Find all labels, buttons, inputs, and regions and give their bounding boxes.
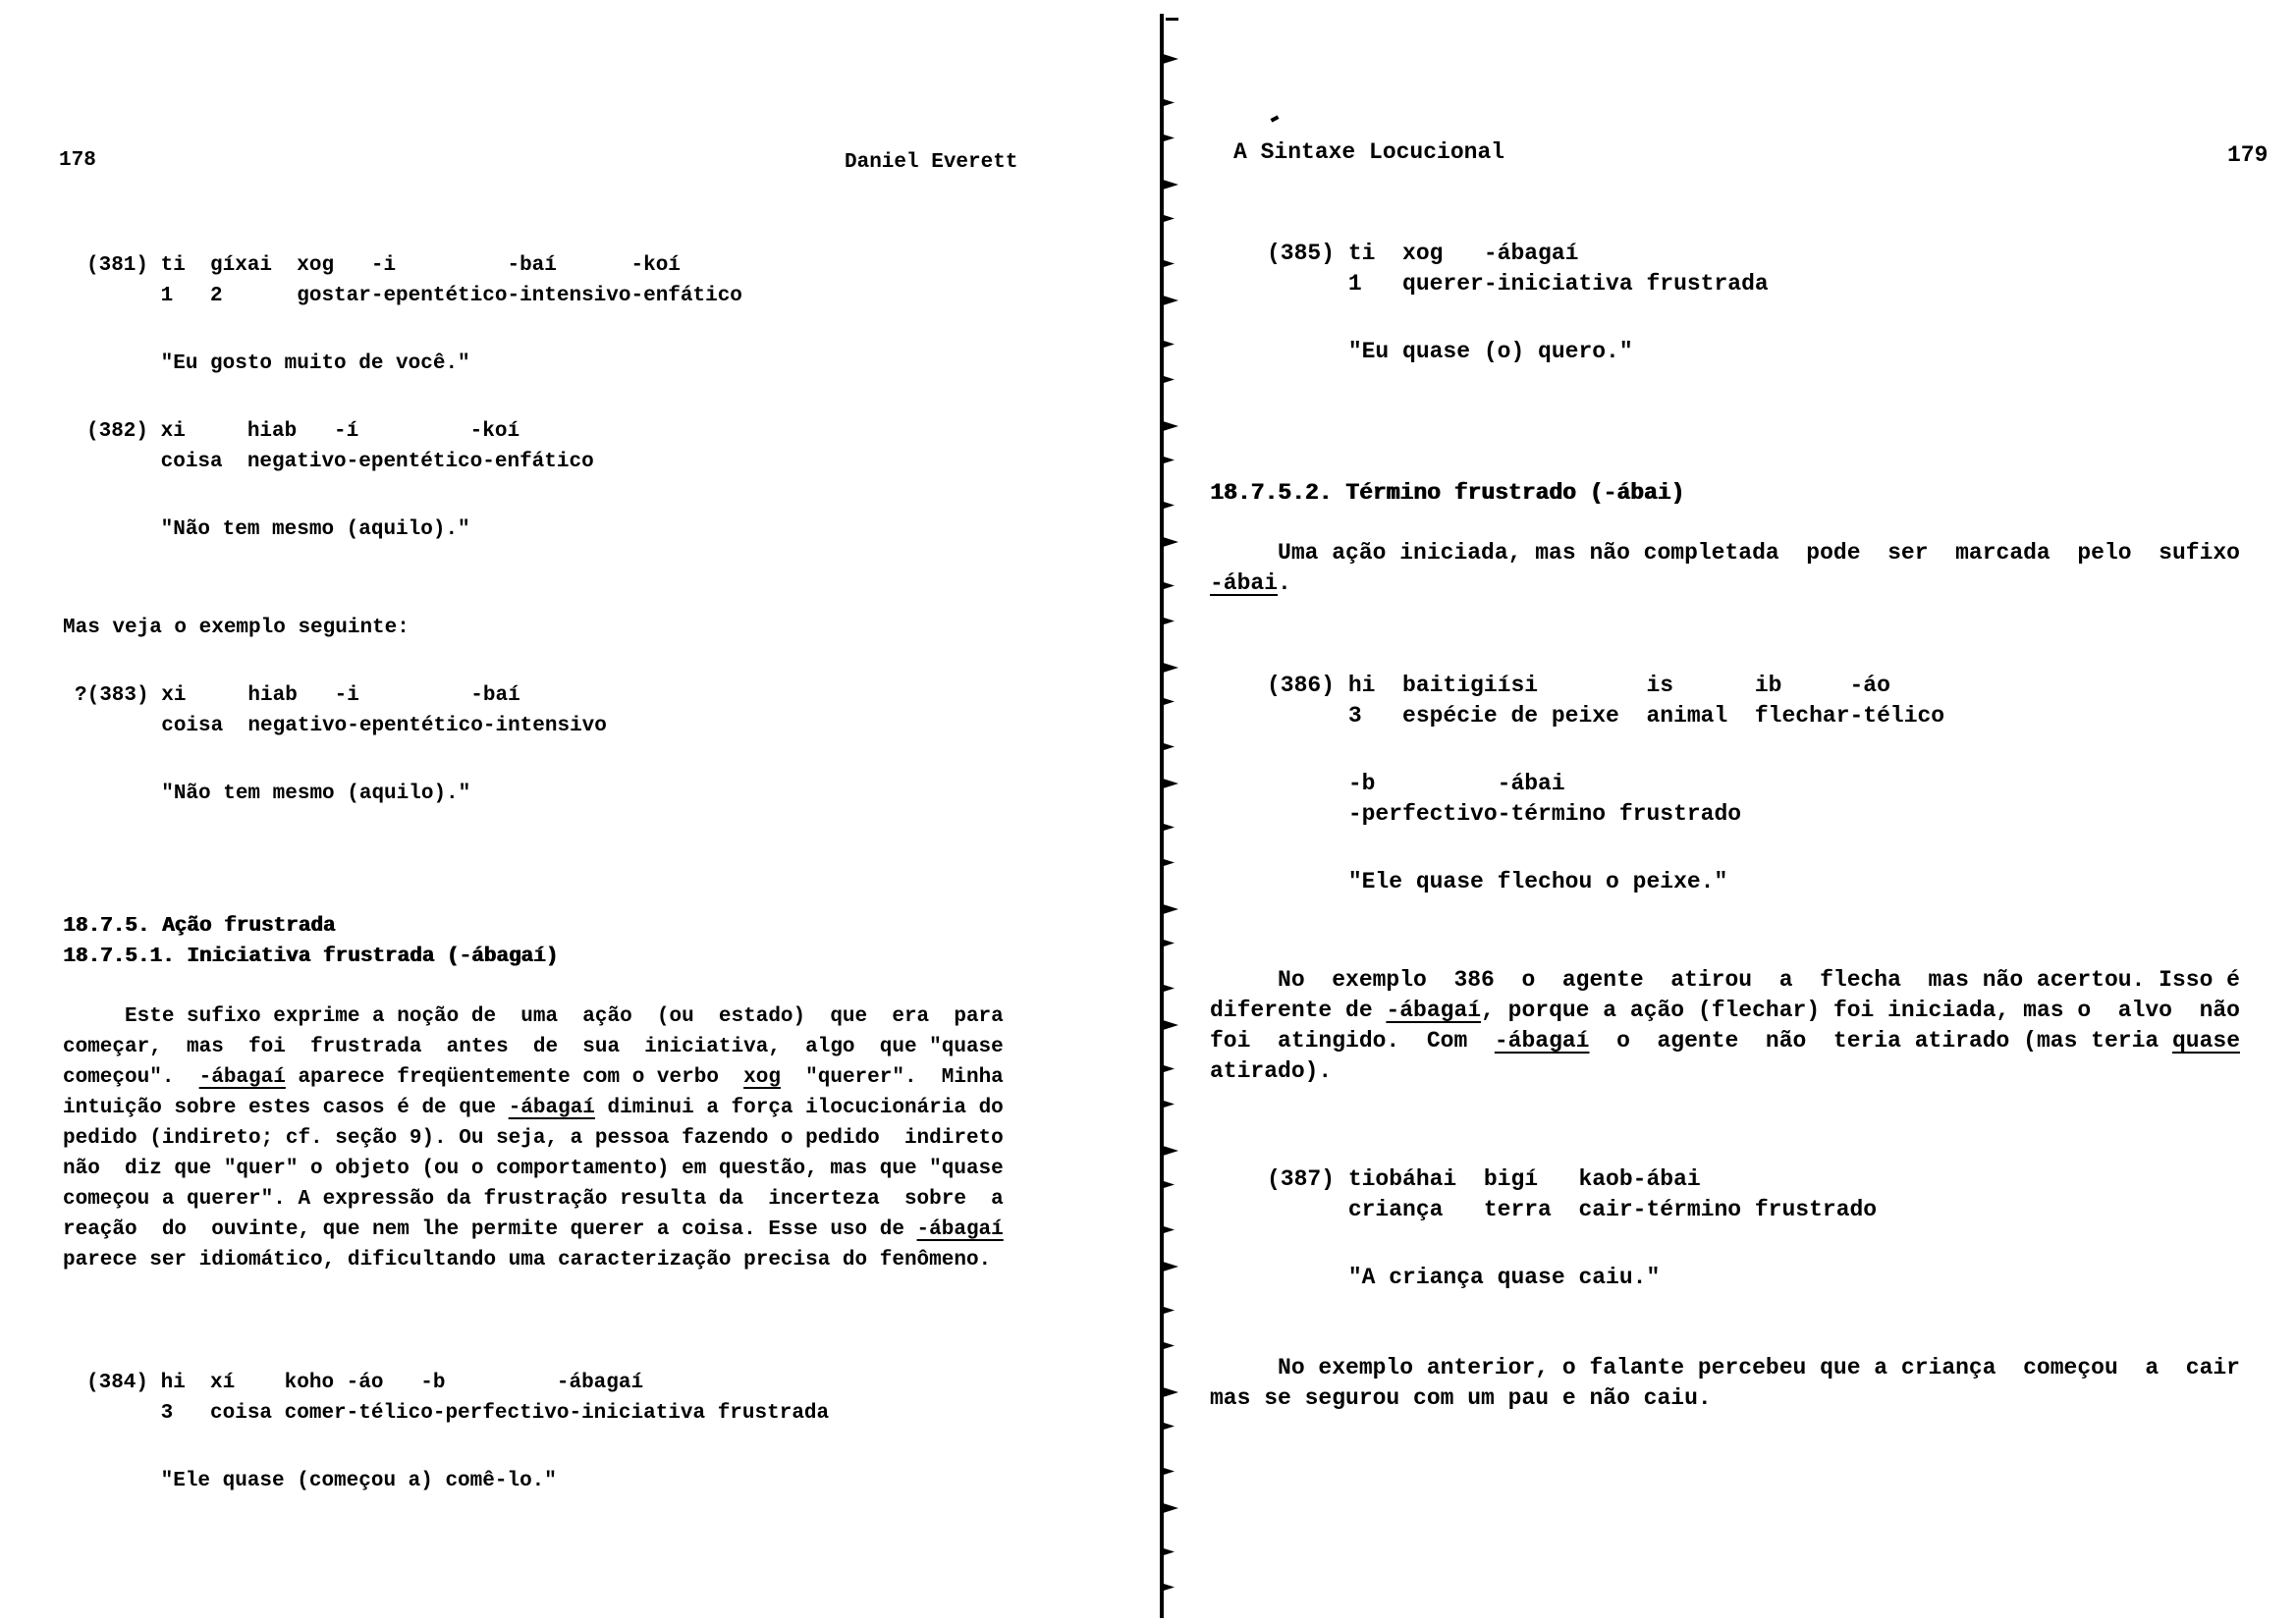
running-header: Daniel Everett bbox=[845, 151, 1018, 174]
fold-arrow-mark bbox=[1162, 902, 1178, 916]
fold-arrow-mark bbox=[1162, 294, 1178, 307]
fold-arrow-mark bbox=[1162, 661, 1178, 675]
body-paragraph: No exemplo 386 o agente atirou a flecha mas não acertou. Isso é diferente de -ábagaí, porque a ação (flechar) foi iniciada, mas o alvo não foi atingido. Com -ábagaí o agente não teria atirado (mas teria quase atirado). bbox=[1210, 967, 2240, 1084]
section-heading-18-7-5: 18.7.5. Ação frustrada 18.7.5.1. Iniciativa frustrada (-ábagaí) bbox=[63, 915, 559, 968]
page-number: 179 bbox=[2227, 142, 2269, 168]
fold-arrow-mark bbox=[1162, 1144, 1178, 1158]
fold-arrow-mark bbox=[1162, 52, 1178, 66]
fold-line bbox=[1160, 14, 1164, 1618]
page-number: 178 bbox=[59, 149, 96, 172]
example-385: (385) ti xog -ábagaí 1 querer-iniciativa frustrada "Eu quase (o) quero." bbox=[1267, 241, 1769, 364]
fold-arrow-mark bbox=[1162, 1385, 1178, 1399]
fold-arrow-mark bbox=[1162, 1018, 1178, 1032]
example-387: (387) tiobáhai bigí kaob-ábai criança terra cair-término frustrado "A criança quase caiu." bbox=[1267, 1166, 1878, 1290]
example-386: (386) hi baitigiísi is ib -áo 3 espécie de peixe animal flechar-télico -b -ábai -perfectivo-término frustrado "Ele quase flechou o peixe." bbox=[1267, 673, 1945, 894]
fold-arrow-mark bbox=[1162, 419, 1178, 433]
running-header: A Sintaxe Locucional bbox=[1233, 139, 1505, 165]
example-382: (382) xi hiab -í -koí coisa negativo-epentético-enfático "Não tem mesmo (aquilo)." bbox=[86, 420, 594, 541]
body-paragraph: Este sufixo exprime a noção de uma ação (ou estado) que era para começar, mas foi frustrada antes de sua iniciativa, algo que "quase começou". -ábagaí aparece freqüentemente com o verbo xog "querer". Minha intuição sobre estes casos é de que -ábagaí diminui a força ilocucionária do pedido (indireto; cf. seção 9). Ou seja, a pessoa fazendo o pedido indireto não diz que "quer" o objeto (ou o comportamento) em questão, mas que "quase começou a querer". A expressão da frustração resulta da incerteza sobre a reação do ouvinte, que nem lhe permite querer a coisa. Esse uso de -ábagaí parece ser idiomático, dificultando uma caracterização precisa do fenômeno. bbox=[63, 1005, 1004, 1271]
fold-tick bbox=[1166, 18, 1178, 21]
fold-arrow-mark bbox=[1162, 178, 1178, 191]
fold-arrow-mark bbox=[1162, 535, 1178, 549]
scan-artifact bbox=[1271, 115, 1280, 122]
fold-arrow-mark bbox=[1162, 1260, 1178, 1273]
fold-arrow-mark bbox=[1162, 777, 1178, 790]
example-383: ?(383) xi hiab -i -baí coisa negativo-epentético-intensivo "Não tem mesmo (aquilo)." bbox=[75, 684, 607, 805]
example-384: (384) hi xí koho -áo -b -ábagaí 3 coisa comer-télico-perfectivo-iniciativa frustrada "Ele quase (começou a) comê-lo." bbox=[86, 1372, 830, 1492]
body-paragraph: No exemplo anterior, o falante percebeu que a criança começou a cair mas se segurou com um pau e não caiu. bbox=[1210, 1355, 2240, 1411]
example-381: (381) ti gíxai xog -i -baí -koí 1 2 gostar-epentético-intensivo-enfático "Eu gosto muito de você." bbox=[86, 254, 742, 375]
section-heading-18-7-5-2: 18.7.5.2. Término frustrado (-ábai) bbox=[1210, 480, 1685, 506]
body-paragraph: Uma ação iniciada, mas não completada pode ser marcada pelo sufixo -ábai. bbox=[1210, 540, 2240, 596]
note-line: Mas veja o exemplo seguinte: bbox=[63, 617, 410, 639]
fold-arrow-mark bbox=[1162, 1501, 1178, 1515]
